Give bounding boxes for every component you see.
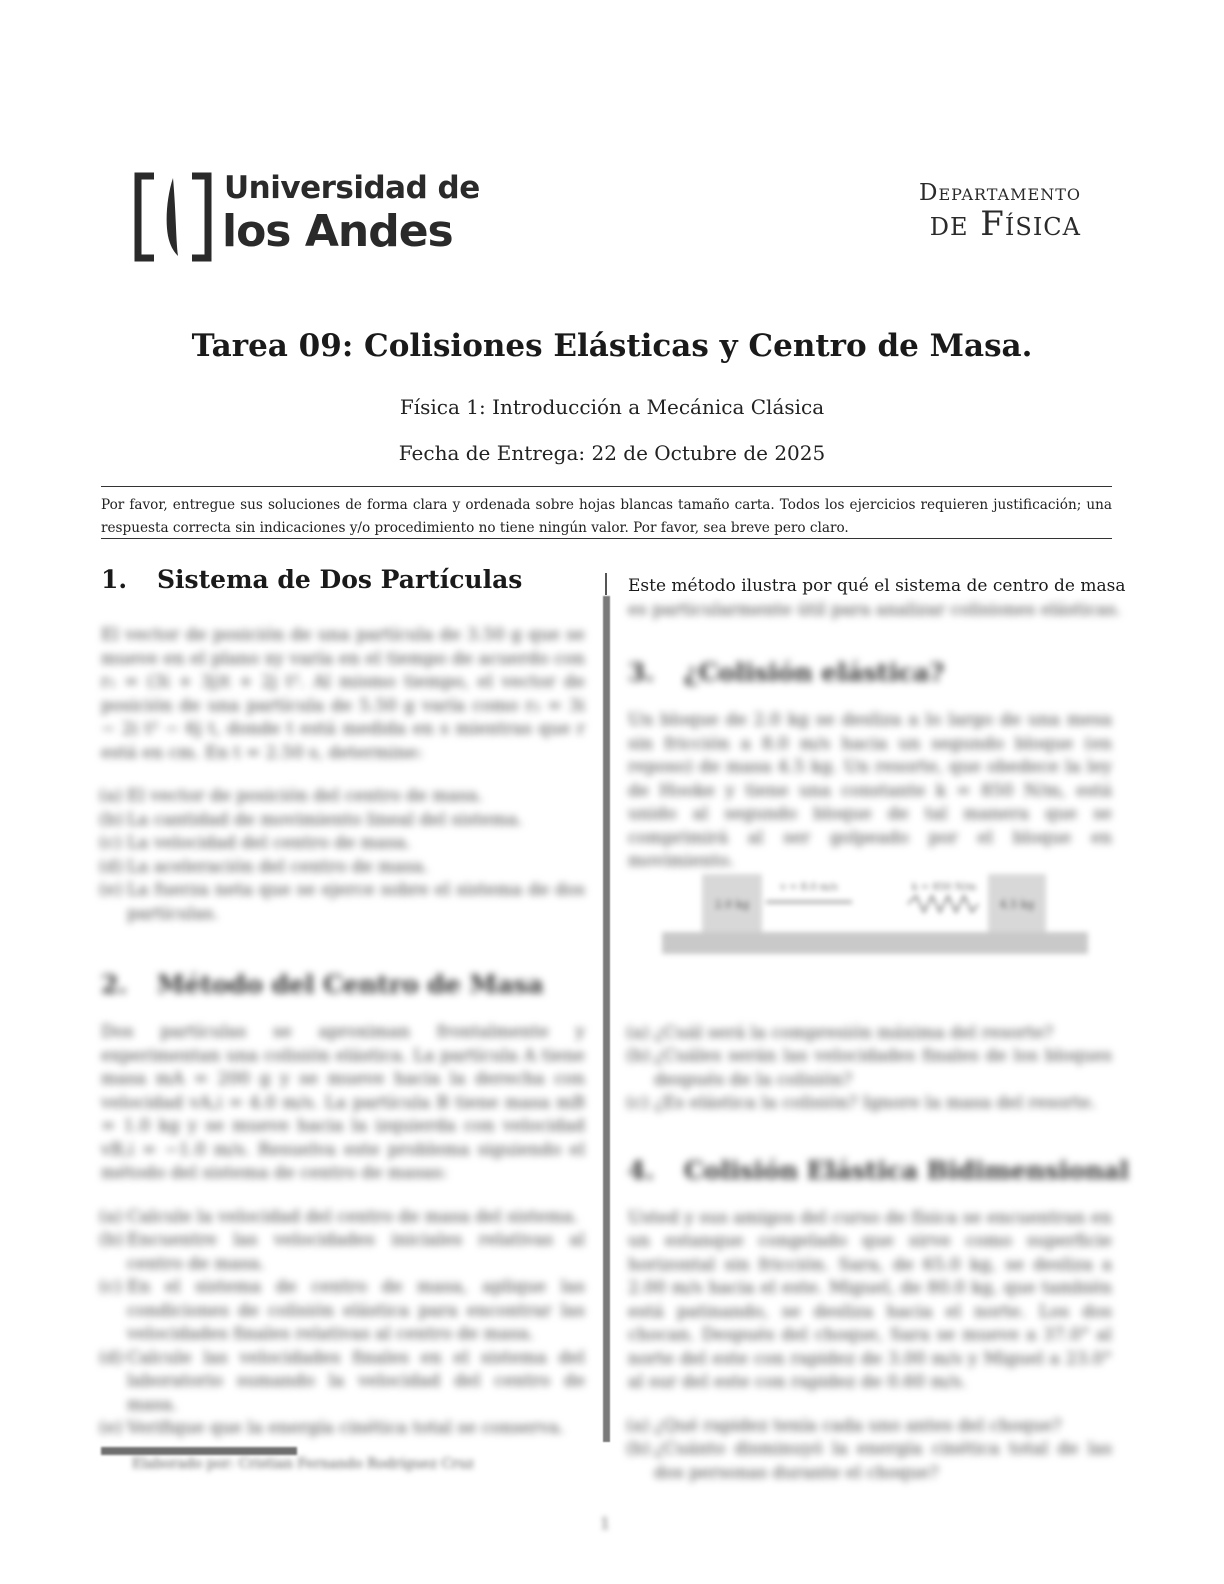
department-line2: de Física — [929, 204, 1081, 244]
question-item: (d) Calcule las velocidades finales en el sistema del laboratorio sumando la velocidad del centro de masa. — [99, 1347, 585, 1415]
section-1-content — [101, 624, 585, 1441]
section-4-number: 4. — [628, 1155, 655, 1185]
question-item: (a) El vector de posición del centro de masa. — [99, 786, 483, 806]
section-3-title: ¿Colisión elástica? — [684, 658, 945, 687]
department-line1: Departamento — [919, 180, 1081, 206]
instructions-text: Por favor, entregue sus soluciones de forma clara y ordenada sobre hojas blancas tamaño carta. Todos los ejercicios requieren justificación; una respuesta correcta sin indicaciones y/o procedimiento no tiene ningún valor. Por favor, sea breve pero claro. — [101, 497, 1112, 536]
university-logo — [134, 170, 480, 265]
assignment-title: Tarea 09: Colisiones Elásticas y Centro de Masa. — [191, 328, 1033, 364]
section-1-body: El vector de posición de una partícula de 3.50 g que se mueve en el plano xy varía en el tiempo de acuerdo con r₁ = (3i + 3j)t + 2j t². Al mismo tiempo, el vector de posición de una partícula de 5.50 g varía como r₂ = 3i − 2i t² − 6j t, donde t está medida en s mientras que r está en cm. En t = 2.50 s, determine: — [101, 625, 585, 763]
section-2-body: Dos partículas se aproximan frontalmente y experimentan una colisión elástica. La partícula A tiene masa mA = 200 g y se mueve hacia la derecha con velocidad vA,i = 4.0 m/s. La partícula B tiene masa mB = 1.0 kg y se mueve hacia la izquierda con velocidad vB,i = −1.0 m/s. Resuelva este problema siguiendo el método del sistema de centro de masas: — [101, 1022, 585, 1183]
column-divider-top — [605, 573, 607, 595]
spring — [908, 896, 978, 912]
question-item: (b) La cantidad de movimiento lineal del sistema. — [99, 809, 523, 830]
collision-figure — [662, 872, 1088, 958]
section-1-questions — [101, 785, 585, 926]
question-item: (b) ¿Cuánto disminuyó la energía cinética total de las dos personas durante el choque? — [626, 1439, 1112, 1483]
section-2-heading — [101, 970, 585, 999]
right-column — [626, 575, 1129, 1485]
table-surface — [662, 932, 1088, 954]
university-logo-icon — [134, 172, 212, 262]
block-1-label: 2.0 kg — [714, 898, 750, 911]
question-item: (a) Calcule la velocidad del centro de masa del sistema. — [99, 1206, 579, 1227]
section-2-number: 2. — [101, 970, 128, 999]
right-intro-line2: es particularmente útil para analizar colisiones elásticas. — [628, 599, 1122, 620]
left-column — [101, 565, 585, 1441]
section-4-body: Usted y sus amigos del curso de física se encuentran en un estanque congelado que sirve como superficie horizontal sin fricción. Sara, de 65.0 kg, se desliza a 2.00 m/s hacia el este. Miguel, de 80.0 kg, que también está patinando, se desliza hacia el norte. Los dos chocan. Después del choque, Sara se mueve a 37.0° al norte del este con rapidez de 3.00 m/s y Miguel a 23.0° al sur del este con rapidez de 0.60 m/s. — [628, 1207, 1112, 1392]
due-date: Fecha de Entrega: 22 de Octubre de 2025 — [398, 441, 826, 465]
right-column-content — [626, 658, 1129, 1485]
page-number: 1 — [600, 1514, 611, 1533]
footnote-rule — [101, 1447, 297, 1455]
section-4-heading — [628, 1155, 1129, 1185]
bottom-rule — [101, 538, 1112, 539]
section-1-heading — [101, 565, 585, 594]
section-2-title: Método del Centro de Masa — [157, 970, 544, 999]
velocity-label: v = 8.0 m/s — [780, 882, 838, 893]
course-name: Física 1: Introducción a Mecánica Clásica — [399, 395, 825, 419]
footnote: Elaborado por: Cristian Fernando Rodríguez Cruz — [132, 1456, 475, 1472]
section-3-number: 3. — [628, 658, 655, 687]
section-3-heading — [628, 658, 1112, 687]
right-intro-line1: Este método ilustra por qué el sistema de centro de masa — [628, 576, 1126, 596]
block-2-label: 4.5 kg — [999, 898, 1035, 911]
section-3-body: Un bloque de 2.0 kg se desliza a lo largo de una mesa sin fricción a 8.0 m/s hacia un segundo bloque (en reposo) de masa 4.5 kg. Un resorte, que obedece la ley de Hooke y tiene una constante k = 850 N/m, está unido al segundo bloque de tal manera que se comprimirá al ser golpeado por el bloque en movimiento. — [628, 710, 1112, 871]
question-item: (b) Encuentre las velocidades iniciales relativas al centro de masa. — [99, 1230, 585, 1274]
column-divider — [603, 596, 610, 1442]
section-3-questions — [628, 1022, 1112, 1116]
question-item: (a) ¿Qué rapidez tenía cada uno antes del choque? — [626, 1415, 1062, 1436]
section-2-questions — [101, 1206, 585, 1441]
question-item: (a) ¿Cuál será la compresión máxima del resorte? — [626, 1022, 1054, 1043]
top-rule — [101, 486, 1112, 487]
section-4-title: Colisión Elástica Bidimensional — [684, 1155, 1129, 1185]
question-item: (b) ¿Cuáles serán las velocidades finales de los bloques después de la colisión? — [626, 1046, 1112, 1090]
spring-label: k = 850 N/m — [911, 882, 977, 893]
logo-text-line2: los Andes — [222, 206, 453, 257]
department-name — [919, 180, 1081, 244]
section-1-number: 1. — [101, 565, 128, 594]
section-4-questions — [628, 1415, 1112, 1486]
question-item: (e) La fuerza neta que se ejerce sobre el sistema de dos partículas. — [99, 880, 585, 924]
section-1-title: Sistema de Dos Partículas — [157, 565, 523, 594]
logo-text-line1: Universidad de — [224, 170, 480, 206]
question-item: (c) En el sistema de centro de masa, aplique las condiciones de colisión elástica para encontrar las velocidades finales relativas al centro de masa. — [99, 1277, 585, 1344]
question-item: (c) La velocidad del centro de masa. — [99, 833, 412, 853]
question-item: (e) Verifique que la energía cinética total se conserva. — [99, 1418, 565, 1438]
question-item: (d) La aceleración del centro de masa. — [99, 856, 429, 877]
question-item: (c) ¿Es elástica la colisión? Ignore la masa del resorte. — [626, 1093, 1097, 1113]
